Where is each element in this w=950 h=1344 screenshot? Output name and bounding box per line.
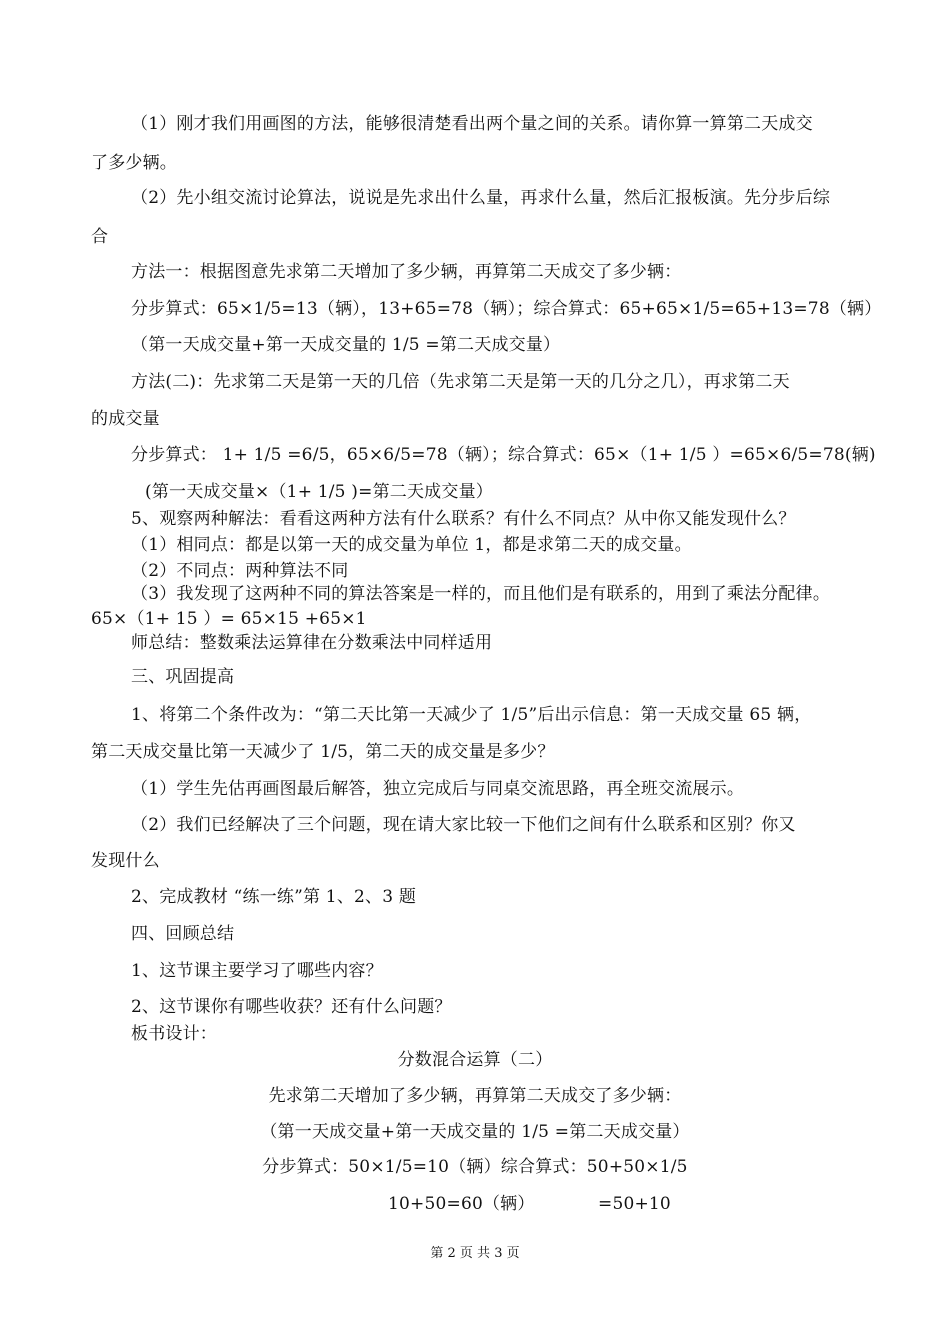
paragraph-line: 1、将第二个条件改为：“第二天比第一天减少了 1/5”后出示信息：第一天成交量 65 辆， bbox=[131, 705, 812, 725]
paragraph-line: 分步算式： 1+ 1/5 =6/5，65×6/5=78（辆）；综合算式：65×（1+ 1/5 ）=65×6/5=78(辆) bbox=[131, 445, 876, 465]
paragraph-line: （1）刚才我们用画图的方法，能够很清楚看出两个量之间的关系。请你算一算第二天成交 bbox=[131, 114, 813, 134]
board-line: 先求第二天增加了多少辆，再算第二天成交了多少辆： bbox=[268, 1086, 682, 1106]
paragraph-line: 了多少辆。 bbox=[91, 153, 177, 173]
paragraph-line: 分步算式：65×1/5=13（辆），13+65=78（辆）；综合算式：65+65×1/5=65+13=78（辆） bbox=[131, 299, 882, 319]
paragraph-line: 合 bbox=[91, 227, 109, 247]
paragraph-line: （1）相同点：都是以第一天的成交量为单位 1，都是求第二天的成交量。 bbox=[131, 535, 692, 555]
paragraph-line: (第一天成交量×（1+ 1/5 )=第二天成交量） bbox=[145, 482, 493, 502]
formula-line: 65×（1+ 15 ）= 65×15 +65×1 bbox=[91, 609, 367, 629]
paragraph-line: （2）先小组交流讨论算法，说说是先求出什么量，再求什么量，然后汇报板演。先分步后综 bbox=[131, 188, 831, 208]
section-heading: 四、回顾总结 bbox=[131, 924, 235, 944]
paragraph-line: 方法(二)：先求第二天是第一天的几倍（先求第二天是第一天的几分之几），再求第二天 bbox=[131, 372, 790, 392]
paragraph-line: 方法一：根据图意先求第二天增加了多少辆，再算第二天成交了多少辆： bbox=[131, 262, 682, 282]
paragraph-line: （3）我发现了这两种不同的算法答案是一样的，而且他们是有联系的，用到了乘法分配律。 bbox=[131, 584, 831, 604]
paragraph-line: 板书设计： bbox=[131, 1024, 217, 1044]
paragraph-line: （2）我们已经解决了三个问题，现在请大家比较一下他们之间有什么联系和区别？你又 bbox=[131, 815, 796, 835]
board-line: （第一天成交量+第一天成交量的 1/5 =第二天成交量） bbox=[260, 1122, 690, 1142]
paragraph-line: （1）学生先估再画图最后解答，独立完成后与同桌交流思路，再全班交流展示。 bbox=[131, 779, 745, 799]
paragraph-line: （2）不同点：两种算法不同 bbox=[131, 561, 349, 581]
board-line: =50+10 bbox=[598, 1194, 671, 1214]
paragraph-line: 5、观察两种解法：看看这两种方法有什么联系？有什么不同点？从中你又能发现什么？ bbox=[131, 509, 796, 529]
board-line: 分步算式：50×1/5=10（辆）综合算式：50+50×1/5 bbox=[262, 1157, 688, 1177]
paragraph-line: 发现什么 bbox=[91, 851, 160, 871]
paragraph-line: 2、这节课你有哪些收获？还有什么问题？ bbox=[131, 997, 452, 1017]
paragraph-line: 师总结：整数乘法运算律在分数乘法中同样适用 bbox=[131, 633, 493, 653]
section-heading: 三、巩固提高 bbox=[131, 667, 235, 687]
paragraph-line: 2、完成教材 “练一练”第 1、2、3 题 bbox=[131, 887, 417, 907]
paragraph-line: 1、这节课主要学习了哪些内容？ bbox=[131, 961, 383, 981]
paragraph-line: （第一天成交量+第一天成交量的 1/5 =第二天成交量） bbox=[131, 335, 561, 355]
paragraph-line: 的成交量 bbox=[91, 409, 160, 429]
board-line: 10+50=60（辆） bbox=[388, 1194, 535, 1214]
paragraph-line: 第二天成交量比第一天减少了 1/5，第二天的成交量是多少？ bbox=[91, 742, 555, 762]
page-number-footer: 第 2 页 共 3 页 bbox=[430, 1246, 520, 1261]
board-title: 分数混合运算（二） bbox=[397, 1050, 553, 1070]
